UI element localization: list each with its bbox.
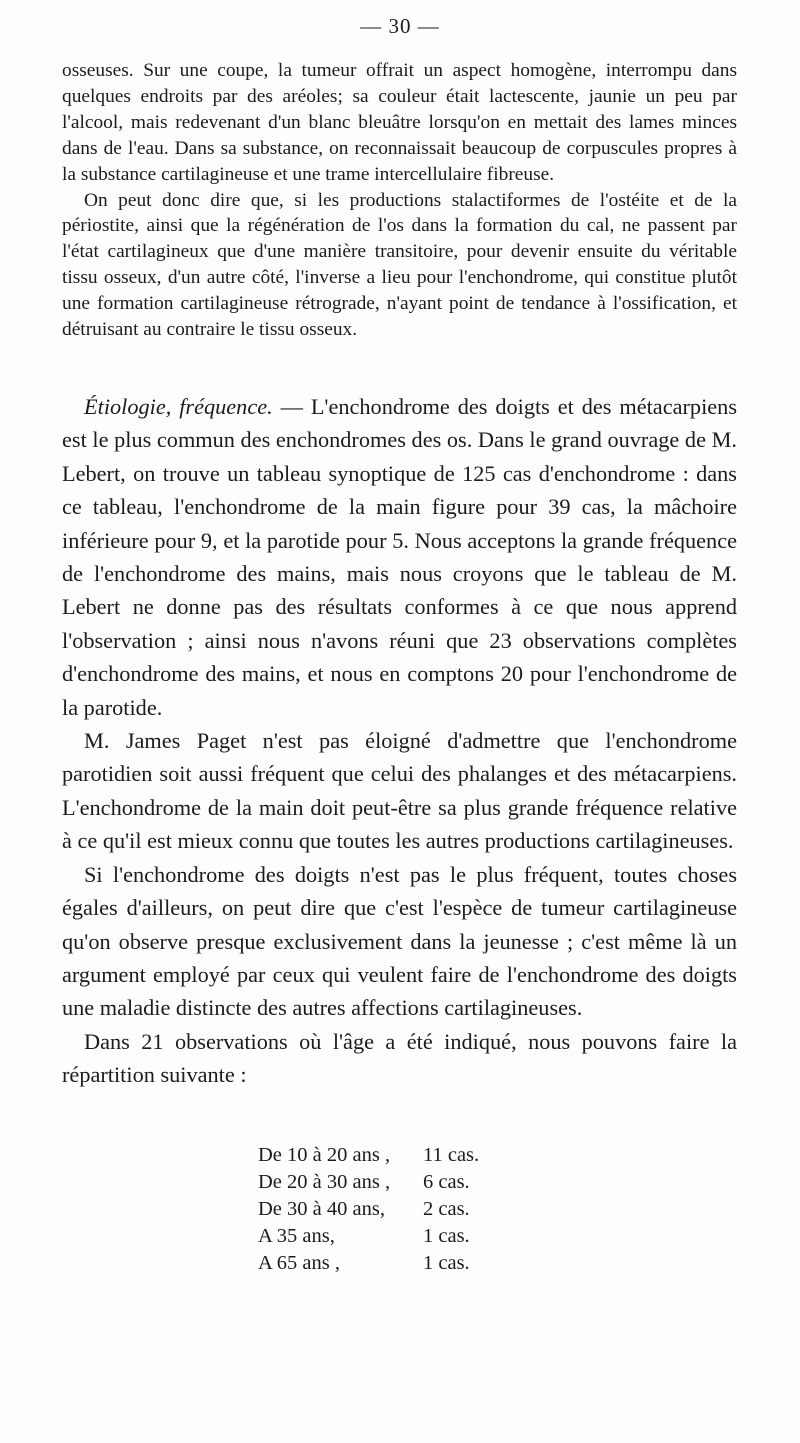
paragraph-age-intro: Dans 21 observations où l'âge a été indiqué, nous pouvons faire la répartition suivante :: [62, 1028, 737, 1088]
case-count: 1 cas.: [423, 1252, 470, 1274]
paragraph-youth: Si l'enchondrome des doigts n'est pas le plus fréquent, toutes choses égales d'ailleurs, on peut dire que c'est l'espèce de tumeur cartilagineuse qu'on observe presque exclusivement dans la jeunesse ; c'est même là un argument employé par ceux qui veulent faire de l'enchondrome des doigts une maladie distincte des autres affections cartilagineuses.: [62, 861, 737, 1021]
age-range: A 65 ans ,: [258, 1252, 340, 1274]
age-distribution-table: [258, 1142, 523, 1277]
case-count: 6 cas.: [423, 1171, 470, 1193]
paragraph-paget: M. James Paget n'est pas éloigné d'admettre que l'enchondrome parotidien soit aussi fréquent que celui des phalanges et des métacarpiens. L'enchondrome de la main doit peut-être sa plus grande fréquence relative à ce qu'il est mieux connu que toutes les autres productions cartilagineuses.: [62, 728, 737, 854]
table-row: [258, 1169, 523, 1196]
table-row: [258, 1196, 523, 1223]
body-text-small: [62, 58, 737, 343]
case-count: 11 cas.: [423, 1144, 480, 1166]
body-text-large: [62, 390, 737, 1092]
paragraph-etiology-text: — L'enchondrome des doigts et des métacarpiens est le plus commun des enchondromes des os. Dans le grand ouvrage de M. Lebert, on trouve un tableau synoptique de 125 cas d'enchondrome : dans ce tableau, l'enchondrome de la main figure pour 39 cas, la mâchoire inférieure pour 9, et la parotide pour 5. Nous acceptons la grande fréquence de l'enchondrome des mains, mais nous croyons que le tableau de M. Lebert ne donne pas des résultats conformes à ce que nous apprend l'observation ; ainsi nous n'avons réuni que 23 observations complètes d'enchondrome des mains, et nous en comptons 20 pour l'enchondrome de la parotide.: [62, 394, 737, 720]
age-range: De 20 à 30 ans ,: [258, 1171, 391, 1193]
page-number: — 30 —: [360, 14, 440, 38]
age-range: De 30 à 40 ans,: [258, 1198, 385, 1220]
case-count: 1 cas.: [423, 1225, 470, 1247]
table-row: [258, 1223, 523, 1250]
table-row: [258, 1250, 523, 1277]
section-heading: Étiologie, fréquence.: [84, 394, 273, 419]
paragraph-tumor-description: osseuses. Sur une coupe, la tumeur offrait un aspect homogène, interrompu dans quelques endroits par des aréoles; sa couleur était lactescente, jaunie un peu par l'alcool, mais redevenant d'un blanc bleuâtre lorsqu'on en mettait des lames minces dans de l'eau. Dans sa substance, on reconnaissait beaucoup de corpuscules propres à la substance cartilagineuse et une trame intercellulaire fibreuse.: [62, 60, 737, 185]
table-row: [258, 1142, 523, 1169]
paragraph-etiology: [62, 390, 737, 724]
age-range: A 35 ans,: [258, 1225, 335, 1247]
paragraph-ossification: On peut donc dire que, si les productions stalactiformes de l'ostéite et de la périostite, ainsi que la régénération de l'os dans la formation du cal, ne passent par l'état cartilagineux que d'une manière transitoire, pour devenir ensuite du véritable tissu osseux, d'un autre côté, l'inverse a lieu pour l'enchondrome, qui constitue plutôt une formation cartilagineuse rétrograde, n'ayant point de tendance à l'ossification, et détruisant au contraire le tissu osseux.: [62, 189, 737, 341]
case-count: 2 cas.: [423, 1198, 470, 1220]
age-range: De 10 à 20 ans ,: [258, 1144, 391, 1166]
